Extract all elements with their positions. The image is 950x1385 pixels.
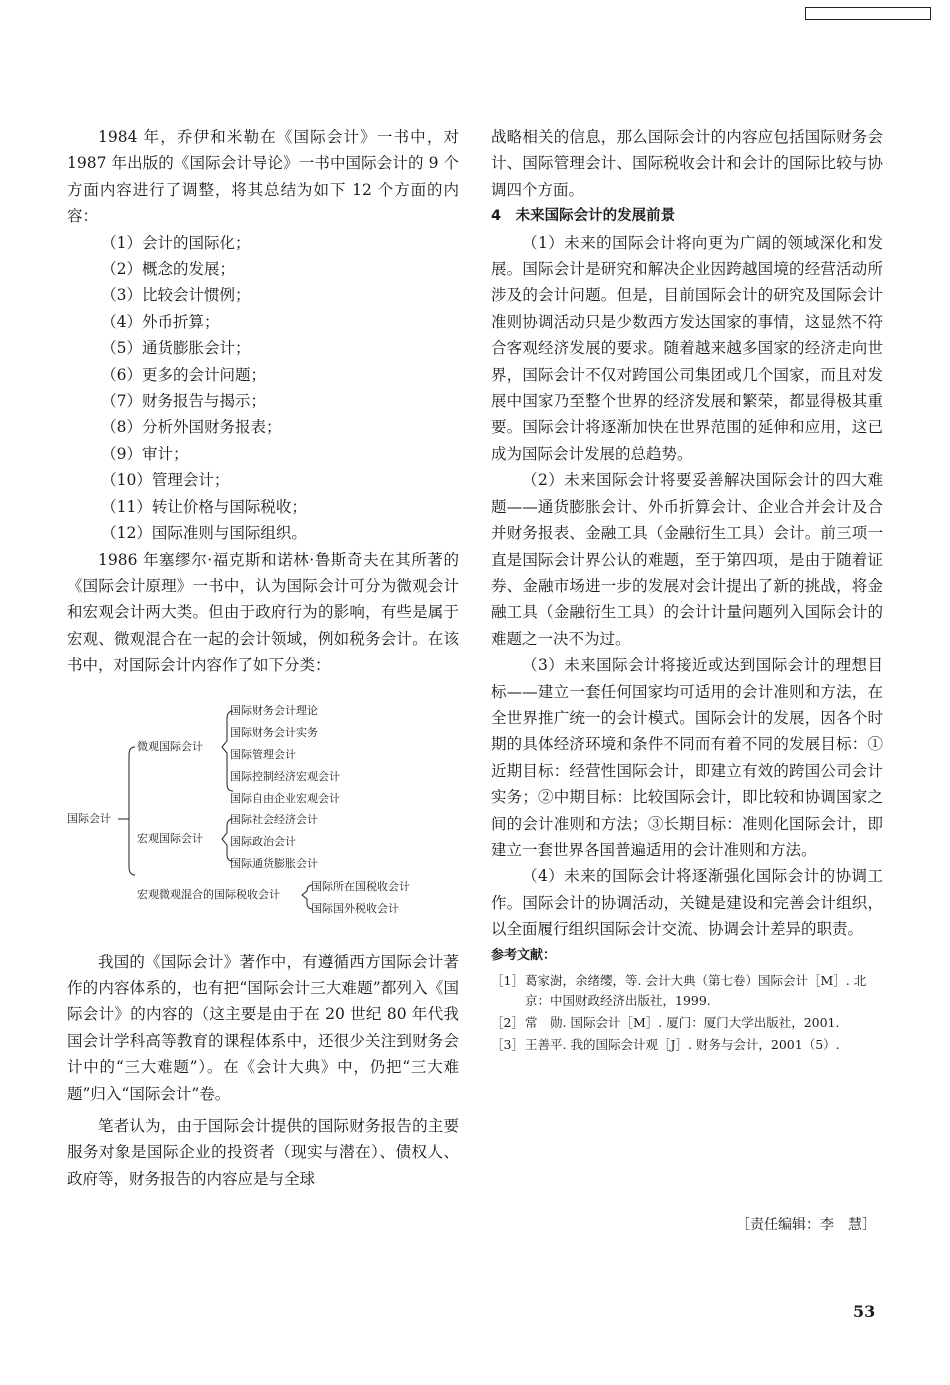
left-paragraph-2: 1986 年塞缪尔·福克斯和诺林·鲁斯奇夫在其所著的《国际会计原理》一书中，认为国际会计可分为微观会计和宏观会计两大类。但由于政府行为的影响，有些是属于宏观、微观混合在一起的会计领域，例如税务会计。在该书中，对国际会计内容作了如下分类： [67,550,459,675]
list-item: （5）通货膨胀会计； [101,339,251,358]
diagram-root-label: 国际会计 [67,811,111,825]
diagram-node: 国际国外税收会计 [311,901,399,915]
list-item: （2）概念的发展； [101,260,235,279]
diagram-mixed-label: 宏观微观混合的国际税收会计 [137,887,280,901]
list-item: （3）比较会计惯例； [101,286,251,305]
reference-text: 常 勋. 国际会计［M］. 厦门：厦门大学出版社，2001. [525,1015,840,1030]
diagram-node: 国际社会经济会计 [230,812,318,826]
diagram-node: 国际自由企业宏观会计 [230,791,340,805]
list-item: （11）转让价格与国际税收； [101,497,307,516]
reference-item [491,1013,883,1033]
list-item: （12）国际准则与国际组织。 [101,524,307,543]
diagram-macro-label: 宏观国际会计 [137,831,203,845]
page-number: 53 [853,1302,876,1321]
diagram-micro-label: 微观国际会计 [137,739,203,753]
reference-number: ［1］ [491,973,524,988]
reference-item [491,1035,883,1055]
right-paragraph-5: （4）未来的国际会计将逐渐强化国际会计的协调工作。国际会计的协调活动，关键是建设和完善会计组织，以全面履行组织国际会计交流、协调会计差异的职责。 [491,867,883,939]
right-paragraph-2: （1）未来的国际会计将向更为广阔的领域深化和发展。国际会计是研究和解决企业因跨越国境的经营活动所涉及的会计问题。但是，目前国际会计的研究及国际会计准则协调活动只是少数西方发达国家的事情，这显然不符合客观经济发展的要求。随着越来越多国家的经济走向世界，国际会计不仅对跨国公司集团或几个国家，而且对发展中国家乃至整个世界的经济发展和繁荣，都显得极其重要。国际会计将逐渐加快在世界范围的延伸和应用，这已成为国际会计发展的总趋势。 [491,233,883,463]
root-bracket [129,747,135,875]
left-paragraph-4: 笔者认为，由于国际会计提供的国际财务报告的主要服务对象是国际企业的投资者（现实与潜在）、债权人、政府等，财务报告的内容应是与全球 [67,1116,459,1188]
right-paragraph-4: （3）未来国际会计将接近或达到国际会计的理想目标——建立一套任何国家均可适用的会计准则和方法，在全世界推广统一的会计模式。国际会计的发展，因各个时期的具体经济环境和条件不同而有着不同的发展目标：①近期目标：经营性国际会计，即建立有效的跨国公司会计实务；②中期目标：比较国际会计，即比较和协调国家之间的会计准则和方法；③长期目标：准则化国际会计，即建立一套世界各国普遍适用的会计准则和方法。 [491,656,883,859]
list-item: （1）会计的国际化； [101,233,251,252]
diagram-node: 国际通货膨胀会计 [230,856,318,870]
right-paragraph-3: （2）未来国际会计将要妥善解决国际会计的四大难题——通货膨胀会计、外币折算会计、企业合并会计及合并财务报表、金融工具（金融衍生工具）会计。前三项一直是国际会计界公认的难题，至于第四项，是由于随着证券、金融市场进一步的发展对会计提出了新的挑战，将金融工具（金融衍生工具）的会计计量问题列入国际会计的难题之一决不为过。 [491,471,883,648]
classification-diagram [67,699,459,949]
reference-text: 王善平. 我的国际会计观［J］. 财务与会计，2001（5）. [525,1037,840,1052]
section-heading: 4 未来国际会计的发展前景 [491,208,676,225]
diagram-node: 国际控制经济宏观会计 [230,769,340,783]
right-paragraph-1: 战略相关的信息，那么国际会计的内容应包括国际财务会计、国际管理会计、国际税收会计和会计的国际比较与协调四个方面。 [491,128,883,199]
list-item: （7）财务报告与揭示； [101,392,266,411]
list-item: （9）审计； [101,444,189,463]
diagram-node: 国际财务会计实务 [230,725,318,739]
list-item: （6）更多的会计问题； [101,365,266,384]
diagram-node: 国际政治会计 [230,834,296,848]
left-column [67,124,459,1192]
left-paragraph-3: 我国的《国际会计》著作中，有遵循西方国际会计著作的内容体系的，也有把“国际会计三大难题”都列入《国际会计》的内容的（这主要是由于在 20 世纪 80 年代我国会计学科高等教育的课程体系中，还很少关注到财务会计中的“三大难题”）。在《会计大典》中，仍把“三大难题”归入“国际会计”卷。 [67,952,459,1103]
content-list [67,230,459,547]
reference-number: ［3］ [491,1037,524,1052]
list-item: （4）外币折算； [101,312,220,331]
reference-item [491,971,883,1011]
left-paragraph-1: 1984 年，乔伊和米勒在《国际会计》一书中，对 1987 年出版的《国际会计导论》一书中国际会计的 9 个方面内容进行了调整，将其总结为如下 12 个方面的内容： [67,128,459,226]
reference-number: ［2］ [491,1015,524,1030]
diagram-node: 国际财务会计理论 [230,703,318,717]
diagram-node: 国际管理会计 [230,747,296,761]
list-item: （10）管理会计； [101,471,230,490]
reference-text: 葛家澍，余绪缨，等. 会计大典（第七卷）国际会计［M］. 北京：中国财政经济出版社，1999. [525,973,867,1008]
responsible-editor: ［责任编辑：李 慧］ [736,1217,876,1233]
right-column [491,124,883,1055]
references-title: 参考文献： [491,947,557,963]
header-box [805,7,931,20]
list-item: （8）分析外国财务报表； [101,418,282,437]
diagram-node: 国际所在国税收会计 [311,879,410,893]
